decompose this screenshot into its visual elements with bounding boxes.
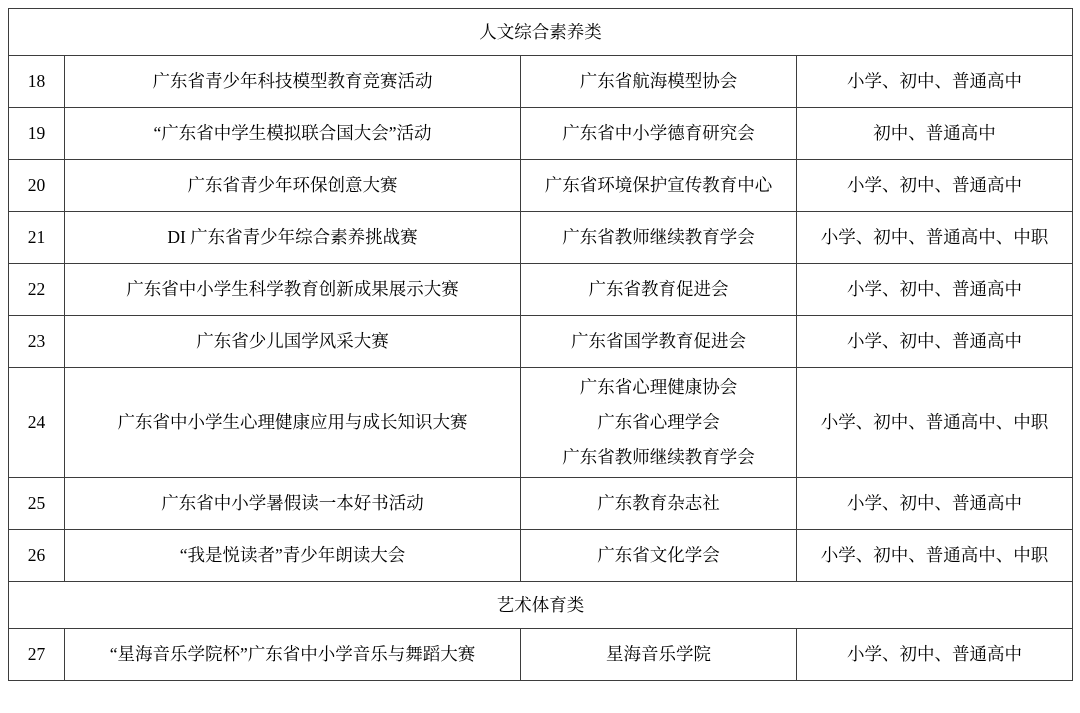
competition-name-cell: DI 广东省青少年综合素养挑战赛: [65, 212, 521, 264]
levels-cell: 小学、初中、普通高中: [797, 264, 1073, 316]
row-number-cell: 20: [9, 160, 65, 212]
organizer-line: 广东省教师继续教育学会: [562, 447, 755, 467]
competition-name-cell: “我是悦读者”青少年朗读大会: [65, 530, 521, 582]
organizer-cell: [521, 316, 797, 368]
row-number-cell: 24: [9, 368, 65, 478]
table-row: [9, 368, 1073, 478]
organizer-line: 广东省文化学会: [597, 545, 720, 565]
levels-cell: 小学、初中、普通高中: [797, 316, 1073, 368]
row-number-cell: 26: [9, 530, 65, 582]
competition-name-cell: 广东省青少年环保创意大赛: [65, 160, 521, 212]
table-row: [9, 530, 1073, 582]
organizer-cell: [521, 160, 797, 212]
table-row: [9, 160, 1073, 212]
levels-cell: 小学、初中、普通高中、中职: [797, 368, 1073, 478]
row-number-cell: 23: [9, 316, 65, 368]
organizer-line: 星海音乐学院: [606, 644, 711, 664]
competition-name-cell: “广东省中学生模拟联合国大会”活动: [65, 108, 521, 160]
organizer-line: 广东省环境保护宣传教育中心: [544, 175, 773, 195]
table-row: [9, 264, 1073, 316]
row-number-cell: 19: [9, 108, 65, 160]
levels-cell: 初中、普通高中: [797, 108, 1073, 160]
row-number-cell: 22: [9, 264, 65, 316]
levels-cell: 小学、初中、普通高中: [797, 56, 1073, 108]
organizer-line: 广东教育杂志社: [597, 493, 720, 513]
row-number-cell: 21: [9, 212, 65, 264]
competition-name-cell: 广东省中小学生心理健康应用与成长知识大赛: [65, 368, 521, 478]
section-header-row: [9, 582, 1073, 629]
organizer-line: 广东省国学教育促进会: [571, 331, 746, 351]
competition-table: [8, 8, 1073, 681]
table-row: [9, 212, 1073, 264]
organizer-cell: [521, 56, 797, 108]
organizer-line: 广东省中小学德育研究会: [562, 123, 755, 143]
levels-cell: 小学、初中、普通高中、中职: [797, 530, 1073, 582]
organizer-cell: [521, 212, 797, 264]
organizer-cell: [521, 629, 797, 681]
competition-name-cell: 广东省中小学生科学教育创新成果展示大赛: [65, 264, 521, 316]
table-row: [9, 478, 1073, 530]
organizer-cell: [521, 368, 797, 478]
organizer-line: 广东省航海模型协会: [579, 71, 738, 91]
organizer-line: 广东省心理健康协会: [579, 377, 738, 397]
organizer-cell: [521, 478, 797, 530]
table-row: [9, 56, 1073, 108]
competition-name-cell: 广东省青少年科技模型教育竞赛活动: [65, 56, 521, 108]
row-number-cell: 25: [9, 478, 65, 530]
organizer-cell: [521, 530, 797, 582]
competition-name-cell: “星海音乐学院杯”广东省中小学音乐与舞蹈大赛: [65, 629, 521, 681]
section-header-row: [9, 9, 1073, 56]
levels-cell: 小学、初中、普通高中、中职: [797, 212, 1073, 264]
section-header: 人文综合素养类: [9, 9, 1073, 56]
competition-name-cell: 广东省少儿国学风采大赛: [65, 316, 521, 368]
table-body: [9, 9, 1073, 681]
competition-name-cell: 广东省中小学暑假读一本好书活动: [65, 478, 521, 530]
table-row: [9, 316, 1073, 368]
organizer-line: 广东省心理学会: [597, 412, 720, 432]
organizer-line: 广东省教育促进会: [588, 279, 729, 299]
organizer-line: 广东省教师继续教育学会: [562, 227, 755, 247]
table-row: [9, 629, 1073, 681]
row-number-cell: 27: [9, 629, 65, 681]
levels-cell: 小学、初中、普通高中: [797, 160, 1073, 212]
table-row: [9, 108, 1073, 160]
organizer-cell: [521, 108, 797, 160]
row-number-cell: 18: [9, 56, 65, 108]
levels-cell: 小学、初中、普通高中: [797, 478, 1073, 530]
section-header: 艺术体育类: [9, 582, 1073, 629]
levels-cell: 小学、初中、普通高中: [797, 629, 1073, 681]
organizer-cell: [521, 264, 797, 316]
